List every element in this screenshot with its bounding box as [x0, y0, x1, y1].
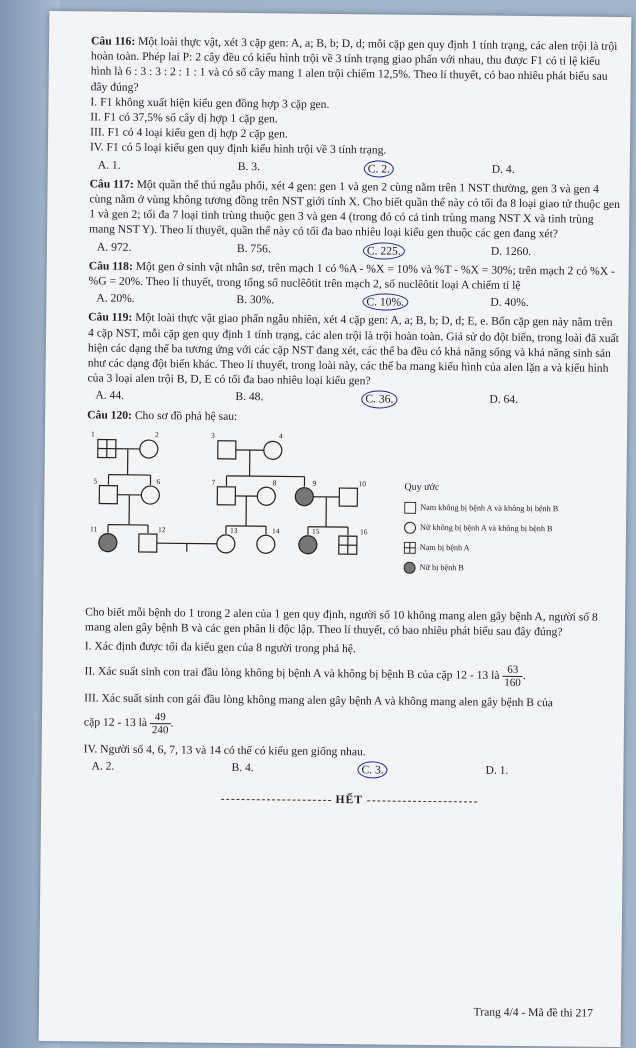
legend-item: [403, 558, 557, 580]
option-b[interactable]: B. 756.: [236, 241, 271, 255]
statement: III. F1 có 4 loại kiểu gen dị hợp 2 cặp gen.: [90, 125, 288, 141]
option-d[interactable]: D. 4.: [491, 162, 515, 176]
id-label: 6: [156, 477, 161, 487]
option-a[interactable]: A. 1.: [97, 158, 121, 172]
statement: II. F1 có 37,5% số cây dị hợp 1 cặp gen.: [90, 110, 278, 126]
id-label: 5: [93, 476, 98, 486]
divider: [222, 799, 332, 801]
id-label: 10: [358, 479, 367, 489]
option-a[interactable]: A. 20%.: [96, 291, 135, 306]
question-label: Câu 120:: [87, 408, 133, 422]
legend-label: Nam không bị bệnh A và không bị bệnh B: [420, 502, 559, 514]
male-disease-a-icon: [404, 542, 416, 554]
person-2-female: [140, 440, 158, 458]
answer-options: [83, 758, 615, 781]
question-stem: Một loài thực vật, xét 3 cặp gen: A, a; B, b; D, d; mỗi cặp gen quy định 1 tính trạng, các alen trội là trội hoàn toàn. Phép lai P: 2 cây đều có kiểu hình trội về 3 tính trạng giao phấn với nhau, thu được F1 có tỉ lệ kiểu hình là 6 : 3 : 3 : 2 : 1 : 1 và có số cây mang 1 alen trội chiếm 12,5%. Theo lí thuyết, có bao nhiêu phát biểu sau đây đúng?: [90, 34, 618, 94]
pedigree-diagram: [85, 428, 619, 610]
legend-label: Nữ không bị bệnh A và không bị bệnh B: [419, 522, 553, 534]
statement-text: II. Xác suất sinh con trai đầu lòng không bị bệnh A và không bị bệnh B của cặp 12 - 13 là: [84, 665, 500, 683]
id-label: 16: [359, 527, 368, 537]
person-13-female: [217, 535, 235, 553]
selected-answer-circle: C. 36.: [361, 391, 397, 409]
denominator: 160: [504, 677, 521, 690]
numerator: 63: [502, 664, 523, 677]
selected-answer-circle: C. 10%.: [362, 294, 408, 312]
option-b[interactable]: B. 30%.: [236, 293, 275, 307]
option-d[interactable]: D. 64.: [489, 393, 519, 407]
denominator: 240: [151, 723, 169, 736]
selected-answer-circle: C. 2.: [364, 160, 394, 178]
statement: III. Xác suất sinh con gái đầu lòng không mang alen gây bệnh A và không mang alen gây bệnh B của: [84, 691, 554, 710]
id-label: 4: [278, 431, 283, 441]
statement: IV. F1 có 5 loại kiểu gen quy định kiểu hình trội về 3 tính trạng.: [89, 140, 387, 157]
id-label: 8: [272, 478, 277, 488]
statement: II. Xác suất sinh con trai đầu lòng không bị bệnh A và không bị bệnh B của cặp 12 - 13 là $\frac{63}{160}$ .: [84, 664, 526, 690]
question-117: [89, 176, 622, 242]
option-d[interactable]: D. 40%.: [490, 295, 529, 310]
exam-page: [39, 11, 632, 1047]
fraction: [502, 664, 523, 689]
id-label: 2: [154, 429, 159, 440]
question-120-info: Cho biết mỗi bệnh do 1 trong 2 alen của 1 gen quy định, người số 10 không mang alen gây bệnh A, người số 8 mang alen gây bệnh B và các gen phân li độc lập. Theo lí thuyết, có bao nhiêu phát biểu sau đây đúng?: [84, 605, 598, 639]
person-4-female: [264, 441, 282, 459]
question-stem: Một gen ở sinh vật nhân sơ, trên mạch 1 có %A - %X = 10% và %T - %X = 30%; trên mạch 2 có %X - %G = 20%. Theo lí thuyết, trong tổng số nuclêôtit trên mạch 2, số nuclêôtit loại A chiếm tỉ lệ: [88, 259, 615, 292]
question-120: [87, 407, 619, 428]
legend-item: [404, 538, 558, 560]
statement: I. Xác định được tối đa kiểu gen của 8 người trong phả hệ.: [84, 639, 356, 656]
person-14-female: [257, 535, 275, 553]
id-label: 12: [157, 525, 166, 535]
question-stem: Một quần thể thú ngẫu phối, xét 4 gen: gen 1 và gen 2 cùng nằm trên 1 NST thường, gen 3 và gen 4 cùng nằm ở vùng không tương đồng trên NST giới tính X. Cho biết quần thể này có tối đa 8 loại giao tử thuộc gen 1 và gen 2; tối đa 7 loại tinh trùng thuộc gen 3 và gen 4 (trong đó có cả tinh trùng mang NST X và tinh trùng mang NST Y). Theo lí thuyết, quần thể này có tối đa bao nhiêu loại kiểu gen thuộc các gen đang xét?: [89, 177, 620, 241]
id-label: 9: [312, 478, 317, 488]
option-b[interactable]: B. 4.: [231, 760, 254, 775]
id-label: 14: [271, 526, 280, 536]
option-b[interactable]: B. 3.: [237, 159, 261, 173]
exam-content: [83, 33, 623, 810]
person-10-male: [339, 488, 357, 506]
male-healthy-icon: [404, 502, 416, 514]
option-a[interactable]: A. 2.: [91, 759, 115, 773]
selected-answer-circle: C. 3.: [357, 761, 387, 779]
option-c[interactable]: [363, 242, 491, 261]
person-12-male: [139, 534, 157, 552]
question-116: [91, 33, 624, 99]
person-3-male: [218, 441, 236, 459]
person-7-male: [217, 487, 235, 505]
option-d[interactable]: D. 1.: [485, 763, 509, 777]
question-label: Câu 119:: [88, 310, 133, 325]
option-a[interactable]: A. 44.: [95, 388, 125, 403]
person-11-female-disease-b: [99, 533, 117, 551]
person-8-female: [257, 487, 275, 505]
option-c[interactable]: [362, 294, 490, 313]
option-c[interactable]: [357, 761, 485, 780]
person-15-female-disease-b: [299, 535, 317, 553]
option-c[interactable]: [361, 391, 489, 410]
legend-item: [404, 518, 558, 540]
person-9-female-disease-b: [295, 487, 313, 505]
question-119: [87, 310, 620, 392]
question-label: Câu 116:: [91, 34, 136, 48]
question-stem: Cho sơ đồ phả hệ sau:: [134, 408, 238, 423]
question-label: Câu 117:: [89, 177, 134, 191]
id-label: 13: [229, 525, 238, 535]
divider: [367, 800, 477, 802]
legend-label: Nam bị bệnh A: [419, 542, 470, 553]
pedigree-legend: [403, 478, 558, 580]
id-label: 11: [89, 524, 98, 534]
option-c[interactable]: [364, 160, 492, 179]
legend-title: Quy ước: [404, 481, 440, 493]
page-footer: Trang 4/4 - Mã đề thi 217: [473, 1005, 594, 1020]
person-5-male: [99, 485, 117, 503]
question-118: [89, 258, 621, 294]
female-disease-b-icon: [404, 562, 416, 574]
statement-text: cặp 12 - 13 là: [83, 715, 148, 729]
end-text: HẾT: [335, 793, 363, 807]
person-6-female: [141, 486, 159, 504]
id-label: 15: [311, 526, 320, 536]
selected-answer-circle: C. 225.: [363, 242, 405, 260]
numerator: 49: [150, 711, 171, 724]
option-b[interactable]: B. 48.: [235, 390, 264, 404]
statement: cặp 12 - 13 là $\frac{49}{240}$ .: [83, 710, 174, 736]
id-label: 3: [210, 430, 215, 440]
option-d[interactable]: D. 1260.: [490, 244, 532, 258]
statement: IV. Người số 4, 6, 7, 13 và 14 có thể có kiểu gen giống nhau.: [83, 742, 366, 759]
legend-item: [404, 498, 558, 520]
female-healthy-icon: [404, 522, 416, 534]
question-stem: Một loài thực vật giao phấn ngẫu nhiên, xét 4 cặp gen: A, a; B, b; D, d; E, e. Bốn cặp gen này nằm trên 4 cặp NST, mỗi cặp gen quy định 1 tính trạng, các alen trội là trội hoàn toàn. Giả sử do đột biến, trong loài đã xuất hiện các dạng thể ba tương ứng với các cặp NST đang xét, các thể ba đều có khả năng sống và khả năng sinh sản như các dạng đột biến khác. Theo lí thuyết, trong loài này, các thể ba mang kiểu hình của alen lặn a và kiểu hình của 3 loại alen trội B, D, E có tối đa bao nhiêu loại kiểu gen?: [87, 311, 619, 388]
option-a[interactable]: A. 972.: [96, 240, 132, 254]
id-label: 1: [90, 429, 95, 439]
fraction: [150, 711, 171, 736]
id-label: 7: [211, 477, 216, 487]
legend-label: Nữ bị bệnh B: [419, 562, 464, 573]
end-marker: [83, 789, 615, 810]
pedigree-svg: [85, 428, 399, 607]
question-label: Câu 118:: [88, 259, 133, 273]
statement: I. F1 không xuất hiện kiểu gen đồng hợp 3 cặp gen.: [90, 95, 330, 111]
